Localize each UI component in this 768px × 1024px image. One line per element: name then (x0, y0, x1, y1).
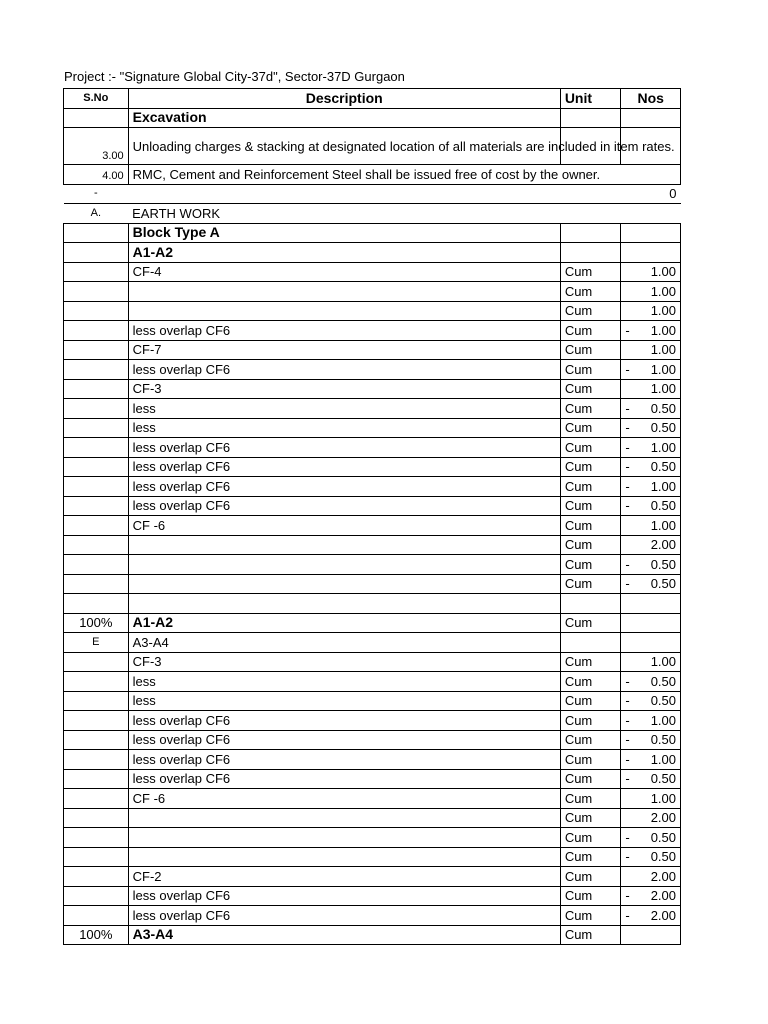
row-description (128, 594, 560, 614)
nos-value: 1.00 (650, 712, 676, 728)
cell-sno (64, 535, 129, 555)
cell-nos (621, 925, 681, 945)
item-description: less overlap CF6 (128, 750, 560, 770)
cell-sno: - (64, 184, 129, 204)
cell-sno (64, 262, 129, 282)
item-unit: Cum (560, 379, 621, 399)
table-row (64, 750, 681, 770)
header-description: Description (128, 89, 560, 109)
cell-nos (621, 108, 681, 128)
nos-value: 0.50 (650, 576, 676, 592)
table-row (64, 847, 681, 867)
cell-sno (64, 321, 129, 341)
cell-sno (64, 672, 129, 692)
cell-sno (64, 769, 129, 789)
table-row (64, 438, 681, 458)
item-description: less overlap CF6 (128, 906, 560, 926)
nos-value: 0.50 (650, 849, 676, 865)
rmc-description: RMC, Cement and Reinforcement Steel shall be issued free of cost by the owner. (128, 165, 680, 185)
table-row (64, 535, 681, 555)
cell-nos (621, 223, 681, 243)
nos-value: 1.00 (650, 381, 676, 397)
cell-nos (621, 613, 681, 633)
table-row (64, 301, 681, 321)
cell-sno (64, 108, 129, 128)
cell-sno (64, 399, 129, 419)
item-description: less overlap CF6 (128, 438, 560, 458)
item-nos (621, 282, 681, 302)
item-unit: Cum (560, 808, 621, 828)
unloading-row (64, 128, 681, 165)
item-description: less (128, 672, 560, 692)
cell-sno (64, 418, 129, 438)
minus-sign: - (625, 576, 630, 592)
item-unit: Cum (560, 418, 621, 438)
minus-sign: - (625, 439, 630, 455)
nos-value: 0.50 (650, 771, 676, 787)
cell-sno (64, 886, 129, 906)
nos-value: 0.50 (650, 673, 676, 689)
table-row (64, 652, 681, 672)
cell-sno (64, 867, 129, 887)
boq-table (63, 88, 681, 945)
item-nos (621, 360, 681, 380)
item-description: less (128, 399, 560, 419)
nos-value: 1.00 (650, 751, 676, 767)
minus-sign: - (625, 361, 630, 377)
item-unit: Cum (560, 730, 621, 750)
table-row (64, 555, 681, 575)
table-row (64, 282, 681, 302)
item-nos (621, 418, 681, 438)
cell-sno (64, 282, 129, 302)
nos-value: 2.00 (650, 868, 676, 884)
item-unit: Cum (560, 282, 621, 302)
nos-value: 1.00 (650, 283, 676, 299)
cell-unit (560, 243, 621, 263)
cell-sno (64, 243, 129, 263)
item-description (128, 301, 560, 321)
excavation-row (64, 108, 681, 128)
item-unit: Cum (560, 691, 621, 711)
zero-value: 0 (128, 184, 680, 204)
row-description: A3-A4 (128, 925, 560, 945)
block-title: Block Type A (128, 223, 560, 243)
minus-sign: - (625, 693, 630, 709)
item-description: less overlap CF6 (128, 321, 560, 341)
table-row (64, 516, 681, 536)
table-row (64, 496, 681, 516)
item-nos (621, 535, 681, 555)
minus-sign: - (625, 498, 630, 514)
cell-sno (64, 847, 129, 867)
header-nos: Nos (621, 89, 681, 109)
minus-sign: - (625, 478, 630, 494)
item-description: less overlap CF6 (128, 730, 560, 750)
table-row (64, 672, 681, 692)
cell-nos (621, 594, 681, 614)
cell-sno (64, 223, 129, 243)
cell-unit (560, 594, 621, 614)
header-row (64, 89, 681, 109)
cell-sno (64, 477, 129, 497)
item-unit: Cum (560, 438, 621, 458)
zero-row (64, 184, 681, 204)
table-row (64, 321, 681, 341)
table-row (64, 886, 681, 906)
total-a3a4-row (64, 925, 681, 945)
cell-sno (64, 711, 129, 731)
minus-sign: - (625, 712, 630, 728)
item-nos (621, 828, 681, 848)
earthwork-row (64, 204, 681, 224)
project-title: Project :- "Signature Global City-37d", Sector-37D Gurgaon (64, 69, 405, 84)
total-a1a2-row (64, 613, 681, 633)
cell-sno: A. (64, 204, 129, 224)
item-unit: Cum (560, 301, 621, 321)
item-nos (621, 438, 681, 458)
item-description (128, 808, 560, 828)
nos-value: 2.00 (650, 537, 676, 553)
item-description: less overlap CF6 (128, 360, 560, 380)
cell-sno (64, 730, 129, 750)
item-description (128, 828, 560, 848)
cell-sno (64, 828, 129, 848)
nos-value: 0.50 (650, 829, 676, 845)
item-description: CF -6 (128, 516, 560, 536)
item-unit: Cum (560, 399, 621, 419)
item-nos (621, 340, 681, 360)
nos-value: 0.50 (650, 459, 676, 475)
earthwork-title: EARTH WORK (128, 204, 680, 224)
table-row (64, 340, 681, 360)
nos-value: 0.50 (650, 400, 676, 416)
item-description: CF-4 (128, 262, 560, 282)
nos-value: 0.50 (650, 556, 676, 572)
cell-sno (64, 301, 129, 321)
item-description: CF-7 (128, 340, 560, 360)
item-unit: Cum (560, 711, 621, 731)
item-nos (621, 496, 681, 516)
nos-value: 1.00 (650, 654, 676, 670)
item-nos (621, 574, 681, 594)
item-nos (621, 906, 681, 926)
cell-sno (64, 438, 129, 458)
item-unit: Cum (560, 847, 621, 867)
item-description: CF -6 (128, 789, 560, 809)
cell-nos (621, 633, 681, 653)
nos-value: 0.50 (650, 420, 676, 436)
cell-sno (64, 808, 129, 828)
table-row (64, 789, 681, 809)
cell-sno (64, 516, 129, 536)
cell-sno (64, 379, 129, 399)
minus-sign: - (625, 400, 630, 416)
cell-sno (64, 750, 129, 770)
nos-value: 1.00 (650, 478, 676, 494)
nos-value: 1.00 (650, 264, 676, 280)
table-row (64, 360, 681, 380)
item-nos (621, 477, 681, 497)
cell-sno (64, 652, 129, 672)
excavation-title: Excavation (128, 108, 560, 128)
item-description (128, 535, 560, 555)
nos-value: 1.00 (650, 303, 676, 319)
item-nos (621, 457, 681, 477)
table-row (64, 418, 681, 438)
item-description (128, 574, 560, 594)
minus-sign: - (625, 849, 630, 865)
nos-value: 0.50 (650, 498, 676, 514)
minus-sign: - (625, 771, 630, 787)
nos-value: 1.00 (650, 322, 676, 338)
cell-sno (64, 457, 129, 477)
item-nos (621, 730, 681, 750)
item-description (128, 847, 560, 867)
cell-sno (64, 496, 129, 516)
row-description: A1-A2 (128, 613, 560, 633)
cell-sno (64, 691, 129, 711)
item-description: CF-2 (128, 867, 560, 887)
minus-sign: - (625, 420, 630, 436)
item-unit: Cum (560, 360, 621, 380)
a1a2-title: A1-A2 (128, 243, 560, 263)
nos-value: 2.00 (650, 810, 676, 826)
table-row (64, 457, 681, 477)
cell-nos (621, 243, 681, 263)
cell-sno (64, 340, 129, 360)
header-unit: Unit (560, 89, 621, 109)
block-row (64, 223, 681, 243)
item-nos (621, 301, 681, 321)
item-unit: Cum (560, 340, 621, 360)
item-nos (621, 555, 681, 575)
item-unit: Cum (560, 828, 621, 848)
a3a4-head-row (64, 633, 681, 653)
nos-value: 1.00 (650, 439, 676, 455)
item-description: less overlap CF6 (128, 769, 560, 789)
cell-sno: 100% (64, 925, 129, 945)
cell-sno: 3.00 (64, 128, 129, 165)
item-nos (621, 867, 681, 887)
minus-sign: - (625, 322, 630, 338)
item-description: less overlap CF6 (128, 496, 560, 516)
item-nos (621, 750, 681, 770)
minus-sign: - (625, 459, 630, 475)
cell-unit: Cum (560, 613, 621, 633)
table-row (64, 769, 681, 789)
nos-value: 2.00 (650, 888, 676, 904)
table-row (64, 867, 681, 887)
item-unit: Cum (560, 769, 621, 789)
cell-sno (64, 906, 129, 926)
rmc-row (64, 165, 681, 185)
item-unit: Cum (560, 321, 621, 341)
item-unit: Cum (560, 750, 621, 770)
item-unit: Cum (560, 574, 621, 594)
item-nos (621, 652, 681, 672)
minus-sign: - (625, 888, 630, 904)
item-description: less overlap CF6 (128, 886, 560, 906)
item-description: CF-3 (128, 379, 560, 399)
cell-sno (64, 574, 129, 594)
row-description: A3-A4 (128, 633, 560, 653)
item-unit: Cum (560, 457, 621, 477)
item-description: CF-3 (128, 652, 560, 672)
item-nos (621, 769, 681, 789)
item-unit: Cum (560, 262, 621, 282)
table-row (64, 477, 681, 497)
minus-sign: - (625, 751, 630, 767)
item-nos (621, 847, 681, 867)
cell-sno (64, 594, 129, 614)
nos-value: 1.00 (650, 342, 676, 358)
nos-value: 1.00 (650, 790, 676, 806)
item-description (128, 555, 560, 575)
item-nos (621, 321, 681, 341)
minus-sign: - (625, 673, 630, 689)
unloading-description: Unloading charges & stacking at designated location of all materials are included in item rates. (128, 128, 560, 165)
table-row (64, 906, 681, 926)
table-row (64, 262, 681, 282)
item-unit: Cum (560, 886, 621, 906)
nos-value: 1.00 (650, 517, 676, 533)
item-nos (621, 886, 681, 906)
nos-value: 1.00 (650, 361, 676, 377)
nos-value: 0.50 (650, 693, 676, 709)
minus-sign: - (625, 829, 630, 845)
minus-sign: - (625, 732, 630, 748)
table-row (64, 711, 681, 731)
table-row (64, 399, 681, 419)
item-nos (621, 379, 681, 399)
item-description: less overlap CF6 (128, 477, 560, 497)
item-nos (621, 789, 681, 809)
header-sno: S.No (64, 89, 129, 109)
item-unit: Cum (560, 789, 621, 809)
nos-value: 0.50 (650, 732, 676, 748)
cell-unit (560, 223, 621, 243)
item-nos (621, 399, 681, 419)
item-nos (621, 711, 681, 731)
item-nos (621, 262, 681, 282)
item-description: less (128, 691, 560, 711)
item-unit: Cum (560, 906, 621, 926)
cell-sno: E (64, 633, 129, 653)
item-unit: Cum (560, 867, 621, 887)
cell-sno: 4.00 (64, 165, 129, 185)
item-description: less (128, 418, 560, 438)
item-description: less overlap CF6 (128, 457, 560, 477)
item-nos (621, 672, 681, 692)
cell-sno (64, 360, 129, 380)
item-unit: Cum (560, 516, 621, 536)
table-row (64, 808, 681, 828)
item-unit: Cum (560, 477, 621, 497)
a1a2-head-row (64, 243, 681, 263)
cell-unit: Cum (560, 925, 621, 945)
table-row (64, 691, 681, 711)
cell-sno: 100% (64, 613, 129, 633)
blank-row (64, 594, 681, 614)
item-description: less overlap CF6 (128, 711, 560, 731)
cell-sno (64, 555, 129, 575)
table-row (64, 379, 681, 399)
table-row (64, 828, 681, 848)
nos-value: 2.00 (650, 907, 676, 923)
item-description (128, 282, 560, 302)
item-nos (621, 691, 681, 711)
item-unit: Cum (560, 555, 621, 575)
cell-unit (560, 633, 621, 653)
item-unit: Cum (560, 496, 621, 516)
cell-unit (560, 108, 621, 128)
cell-sno (64, 789, 129, 809)
table-row (64, 574, 681, 594)
minus-sign: - (625, 556, 630, 572)
item-nos (621, 516, 681, 536)
cell-nos (621, 128, 681, 165)
item-unit: Cum (560, 672, 621, 692)
item-unit: Cum (560, 535, 621, 555)
item-nos (621, 808, 681, 828)
minus-sign: - (625, 907, 630, 923)
table-row (64, 730, 681, 750)
item-unit: Cum (560, 652, 621, 672)
